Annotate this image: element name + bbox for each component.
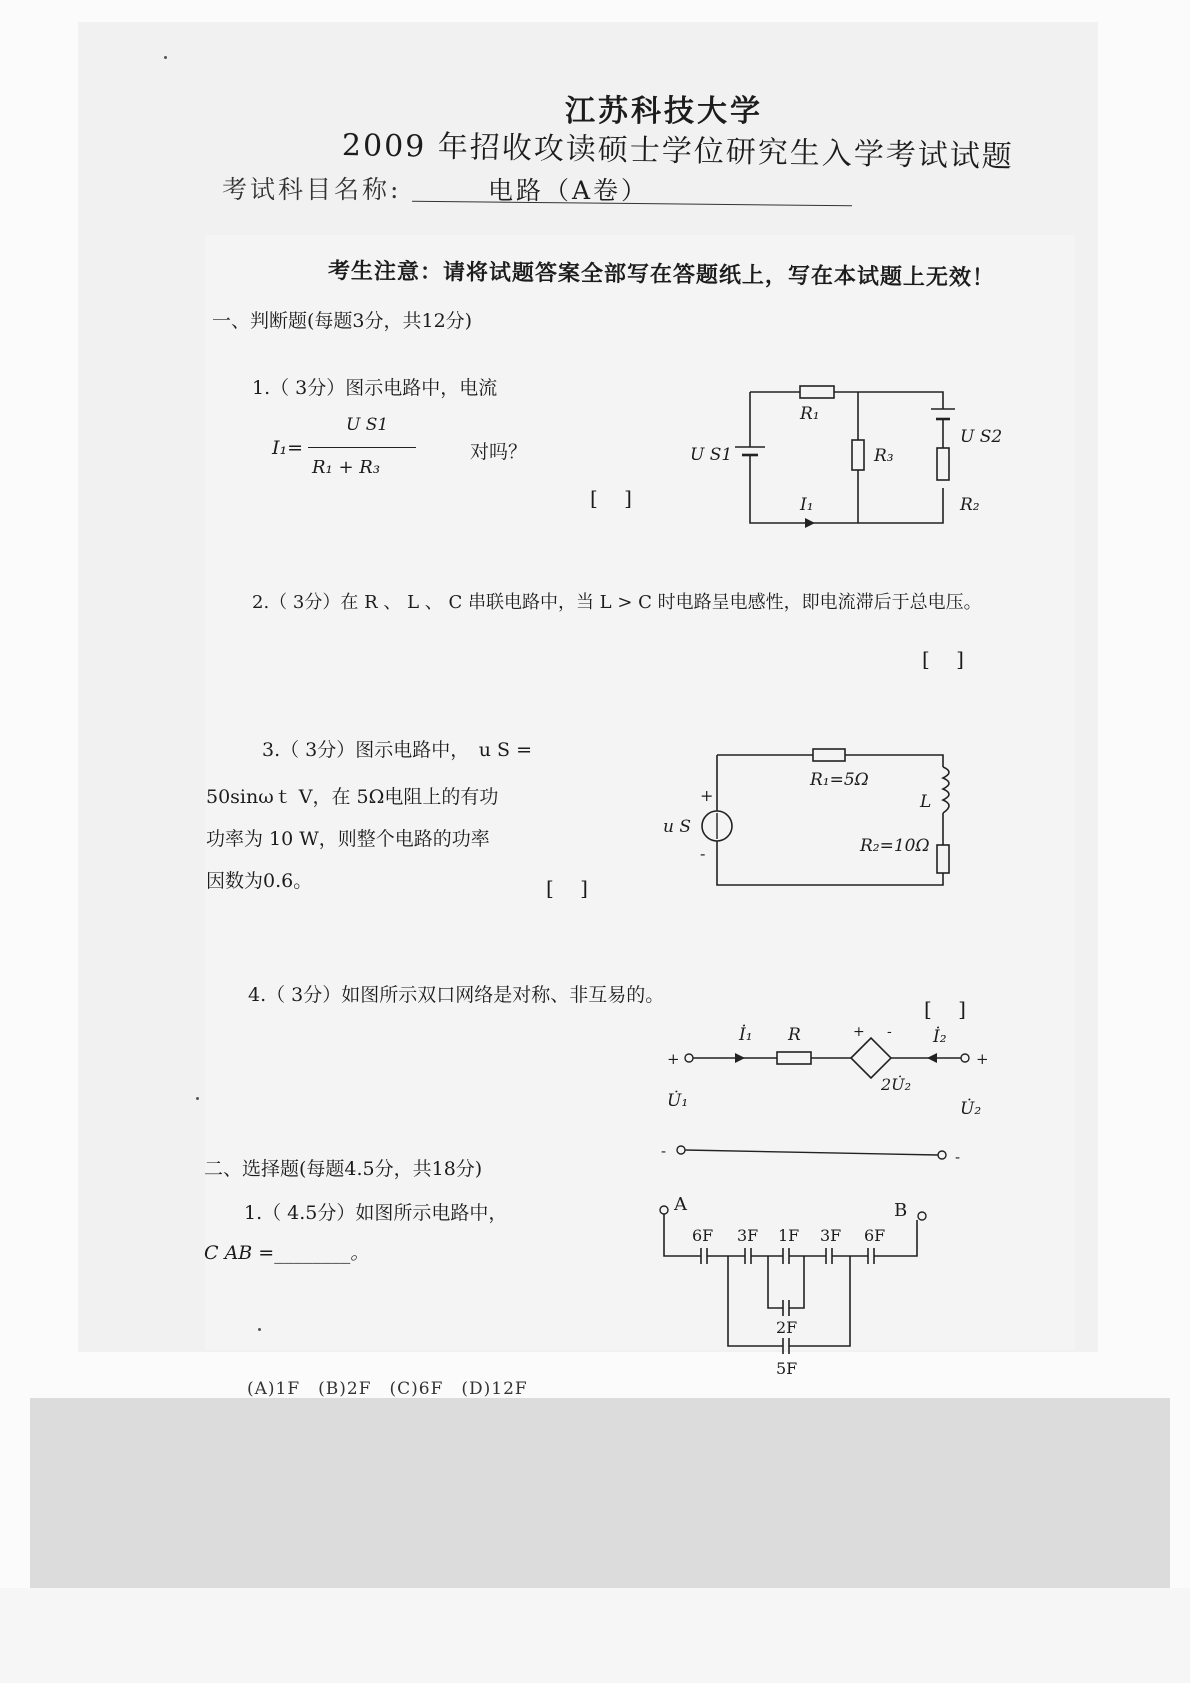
- q4-answer-bracket: [ ]: [924, 997, 966, 1021]
- q3-fig-label-us: u S: [663, 817, 691, 837]
- q4-fig-label-u1: U̇₁: [667, 1091, 689, 1111]
- q1-suffix: 对吗？: [470, 441, 528, 463]
- q1-answer-bracket: [ ]: [590, 486, 632, 510]
- q1-fig-label-r3: R₃: [874, 446, 894, 466]
- s2-q1-capacitor-network: [648, 1196, 933, 1378]
- s2-fig-cap-5f: 5F: [776, 1359, 798, 1378]
- scan-speck: [258, 1328, 261, 1331]
- q3-fig-label-l: L: [920, 792, 932, 812]
- s2-fig-cap-1f: 1F: [778, 1226, 800, 1245]
- school-name: 江苏科技大学: [565, 94, 763, 129]
- q3-fig-plus: +: [700, 786, 714, 805]
- q1-prefix: 1.（ 3分）图示电路中，电流: [252, 377, 498, 399]
- s2-fig-cap-2f: 2F: [776, 1318, 798, 1337]
- q1-circuit-diagram: [690, 378, 1020, 543]
- q4-fig-src-plus: +: [853, 1024, 865, 1040]
- q1-fig-label-i1: I₁: [800, 495, 814, 515]
- q3-answer-bracket: [ ]: [546, 876, 588, 900]
- q3-fig-minus: -: [700, 844, 706, 863]
- q4-fig-plus-left: +: [667, 1050, 680, 1068]
- q4-fig-label-src: 2U̇₂: [881, 1075, 912, 1094]
- q3-line1: 3.（ 3分）图示电路中， u S =: [262, 739, 533, 761]
- q3-line4: 因数为0.6。: [206, 870, 313, 892]
- q4-fig-minus-left: -: [661, 1142, 667, 1160]
- q4-fig-label-r: R: [788, 1025, 801, 1045]
- scan-bottom-edge: [0, 1588, 1190, 1683]
- scan-speck: [164, 56, 167, 59]
- s2-q1-options: (A)1F (B)2F (C)6F (D)12F: [247, 1379, 528, 1399]
- q1-fig-label-us2: U S2: [960, 427, 1003, 447]
- q1-fig-label-r2: R₂: [960, 495, 980, 515]
- q1-formula-denominator: R₁ + R₃: [312, 457, 381, 478]
- q1-formula-lhs: I₁=: [272, 437, 304, 459]
- subject-label: 考试科目名称:: [222, 175, 402, 204]
- q1-fig-label-us1: U S1: [690, 445, 733, 465]
- section1-title: 一、判断题(每题3分，共12分): [212, 310, 473, 332]
- s2-fig-cap-3f-left: 3F: [737, 1226, 759, 1245]
- s2-fig-cap-6f-right: 6F: [864, 1226, 886, 1245]
- q4-fig-label-u2: U̇₂: [960, 1099, 982, 1119]
- scan-gray-band: [30, 1398, 1170, 1588]
- q1-fraction-bar: [308, 447, 416, 448]
- q4-two-port-diagram: [655, 1022, 995, 1187]
- q4-fig-minus-right: -: [955, 1148, 961, 1166]
- q3-line3: 功率为 10 W，则整个电路的功率: [206, 828, 490, 850]
- q4-fig-label-i1: İ₁: [739, 1025, 753, 1045]
- s2-q1-text: 1.（ 4.5分）如图所示电路中，: [244, 1202, 508, 1224]
- scan-speck: [196, 1097, 199, 1100]
- q4-fig-label-i2: İ₂: [933, 1027, 947, 1047]
- q3-circuit-diagram: [655, 745, 985, 905]
- q4-fig-src-minus: -: [887, 1024, 892, 1040]
- q4-text: 4.（ 3分）如图所示双口网络是对称、非互易的。: [248, 984, 665, 1006]
- s2-fig-node-a: A: [674, 1196, 687, 1215]
- q1-formula-numerator: U S1: [346, 415, 389, 435]
- exam-notice: 考生注意：请将试题答案全部写在答题纸上，写在本试题上无效！: [327, 258, 996, 291]
- q3-line2: 50sinωｔ V，在 5Ω电阻上的有功: [206, 786, 499, 808]
- q2-text: 2.（ 3分）在 R 、 L 、 C 串联电路中，当 L > C 时电路呈电感性，即电流滞后于总电压。: [252, 592, 982, 613]
- s2-fig-node-b: B: [894, 1200, 908, 1221]
- q4-fig-plus-right: +: [976, 1050, 989, 1068]
- q1-fig-label-r1: R₁: [800, 404, 820, 424]
- s2-fig-cap-3f-right: 3F: [820, 1226, 842, 1245]
- q2-answer-bracket: [ ]: [922, 647, 964, 671]
- section2-title: 二、选择题(每题4.5分，共18分): [204, 1158, 483, 1180]
- subject-name: 电路（A卷）: [488, 176, 650, 205]
- q3-fig-label-r2: R₂=10Ω: [860, 836, 930, 856]
- exam-title: 2009 年招收攻读硕士学位研究生入学考试试题: [341, 128, 1015, 175]
- s2-q1-answer-line: C AB =________。: [204, 1242, 370, 1264]
- s2-fig-cap-6f-left: 6F: [692, 1226, 714, 1245]
- q3-fig-label-r1: R₁=5Ω: [810, 770, 869, 790]
